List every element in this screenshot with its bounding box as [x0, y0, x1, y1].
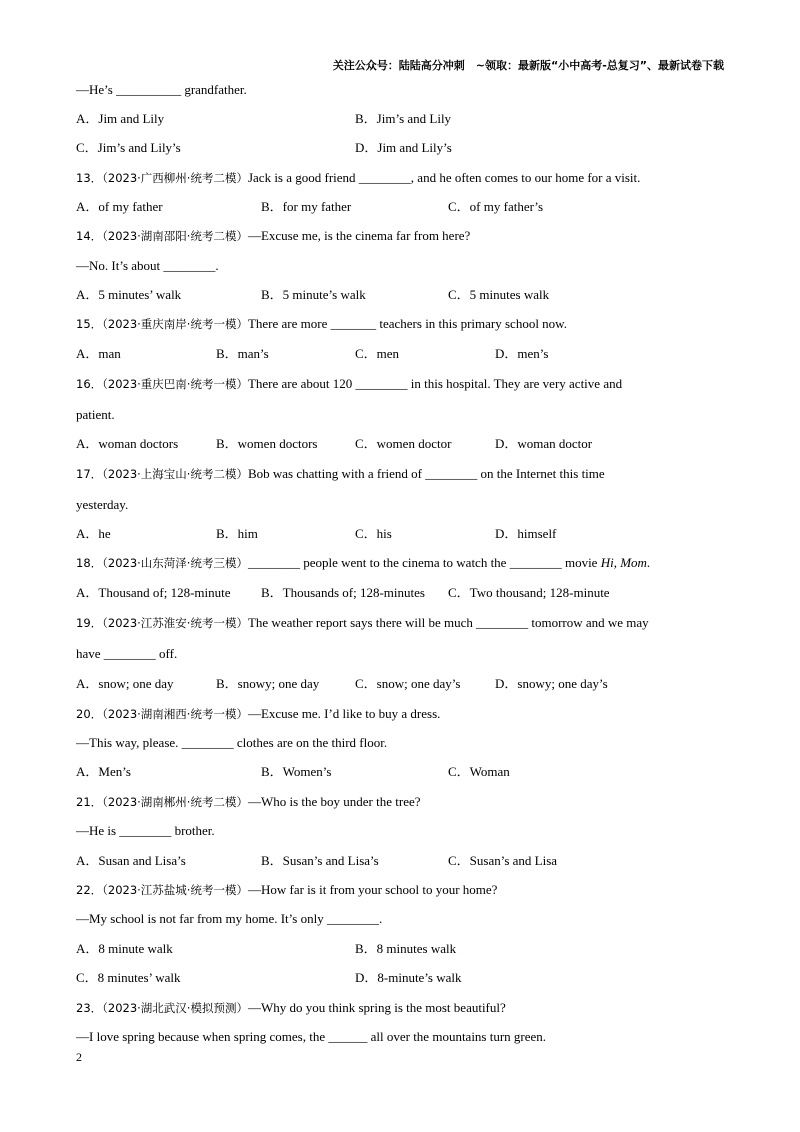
question-text: yesterday.: [76, 497, 129, 512]
question-text: have ________ off.: [76, 646, 178, 661]
question-source: 14．（2023·湖南邵阳·统考二模）: [76, 229, 248, 243]
question-text: —No. It’s about ________.: [76, 258, 219, 273]
answer-option: A．of my father: [76, 199, 163, 214]
question-text: Jack is a good friend ________, and he often comes to our home for a visit.: [247, 170, 641, 185]
question-stem: [76, 466, 605, 482]
question-text-end: .: [646, 555, 651, 570]
answer-option: B．Thousands of; 128-minutes: [261, 585, 425, 600]
question-stem: [76, 706, 440, 722]
question-source: 21．（2023·湖南郴州·统考二模）: [76, 795, 248, 809]
question-text: —He’s __________ grandfather.: [76, 82, 247, 97]
question-line: [76, 258, 219, 274]
question-source: 18．（2023·山东菏泽·统考三模）: [76, 556, 248, 570]
question-text: —Why do you think spring is the most beautiful?: [247, 1000, 506, 1015]
answer-option: A．he: [76, 526, 111, 541]
question-text: The weather report says there will be much ________ tomorrow and we may: [247, 615, 649, 630]
question-text: There are more _______ teachers in this primary school now.: [247, 316, 567, 331]
answer-option: B．8 minutes walk: [355, 941, 457, 956]
question-stem: [76, 1000, 506, 1016]
answer-option: D．8-minute’s walk: [355, 970, 462, 985]
answer-option: A．8 minute walk: [76, 941, 173, 956]
question-text: —He is ________ brother.: [76, 823, 215, 838]
answer-option: D．snowy; one day’s: [495, 676, 608, 691]
question-text: —Excuse me. I’d like to buy a dress.: [247, 706, 441, 721]
answer-option: D．himself: [495, 526, 557, 541]
question-stem: [76, 882, 497, 898]
question-source: 17．（2023·上海宝山·统考二模）: [76, 467, 248, 481]
answer-option: C．snow; one day’s: [355, 676, 461, 691]
answer-option: A．Jim and Lily: [76, 111, 165, 126]
answer-option: D．men’s: [495, 346, 549, 361]
question-line: [76, 407, 115, 423]
question-line: [76, 823, 215, 839]
question-line: [76, 646, 177, 662]
question-line: [76, 1029, 546, 1045]
question-stem: [76, 615, 649, 631]
answer-option: D．woman doctor: [495, 436, 593, 451]
page-header: 关注公众号：陆陆高分冲刺 ~领取：最新版“小中高考-总复习”、最新试卷下载: [332, 59, 724, 72]
answer-option: C．his: [355, 526, 392, 541]
answer-option: B．Susan’s and Lisa’s: [261, 853, 379, 868]
question-text: —Who is the boy under the tree?: [247, 794, 421, 809]
answer-option: A．Men’s: [76, 764, 131, 779]
answer-option: C．Jim’s and Lily’s: [76, 140, 181, 155]
answer-option: C．8 minutes’ walk: [76, 970, 181, 985]
question-stem: [76, 555, 650, 571]
page-number: 2: [76, 1050, 82, 1064]
question-source: 13．（2023·广西柳州·统考二模）: [76, 171, 248, 185]
question-stem: [76, 376, 622, 392]
question-source: 15．（2023·重庆南岸·统考一模）: [76, 317, 248, 331]
answer-option: B．snowy; one day: [216, 676, 320, 691]
question-text: —I love spring because when spring comes, the ______ all over the mountains turn green.: [76, 1029, 547, 1044]
movie-title: Hi, Mom: [600, 555, 647, 570]
question-text: —How far is it from your school to your home?: [247, 882, 498, 897]
answer-option: A．man: [76, 346, 121, 361]
question-text: There are about 120 ________ in this hospital. They are very active and: [247, 376, 623, 391]
question-source: 22．（2023·江苏盐城·统考一模）: [76, 883, 248, 897]
answer-option: B．for my father: [261, 199, 352, 214]
question-line: [76, 82, 247, 98]
answer-option: A．Thousand of; 128-minute: [76, 585, 231, 600]
question-line: [76, 735, 387, 751]
answer-option: A．Susan and Lisa’s: [76, 853, 186, 868]
answer-option: A．snow; one day: [76, 676, 174, 691]
answer-option: B．5 minute’s walk: [261, 287, 366, 302]
question-stem: [76, 228, 470, 244]
question-source: 20．（2023·湖南湘西·统考一模）: [76, 707, 248, 721]
answer-option: B．Women’s: [261, 764, 332, 779]
answer-option: B．women doctors: [216, 436, 318, 451]
question-text: —Excuse me, is the cinema far from here?: [247, 228, 471, 243]
question-text: —This way, please. ________ clothes are on the third floor.: [76, 735, 388, 750]
answer-option: B．man’s: [216, 346, 269, 361]
question-line: [76, 911, 382, 927]
question-stem: [76, 170, 640, 186]
question-text: patient.: [76, 407, 115, 422]
answer-option: A．5 minutes’ walk: [76, 287, 182, 302]
answer-option: C．men: [355, 346, 400, 361]
answer-option: A．woman doctors: [76, 436, 179, 451]
answer-option: D．Jim and Lily’s: [355, 140, 452, 155]
question-text: —My school is not far from my home. It’s only ________.: [76, 911, 383, 926]
question-source: 19．（2023·江苏淮安·统考一模）: [76, 616, 248, 630]
question-text: ________ people went to the cinema to watch the ________ movie: [247, 555, 601, 570]
question-stem: [76, 794, 421, 810]
question-text: Bob was chatting with a friend of ________ on the Internet this time: [247, 466, 605, 481]
answer-option: C．5 minutes walk: [448, 287, 550, 302]
question-source: 16．（2023·重庆巴南·统考一模）: [76, 377, 248, 391]
answer-option: C．women doctor: [355, 436, 452, 451]
answer-option: C．Woman: [448, 764, 510, 779]
answer-option: B．Jim’s and Lily: [355, 111, 452, 126]
answer-option: C．Two thousand; 128-minute: [448, 585, 610, 600]
answer-option: C．of my father’s: [448, 199, 544, 214]
question-stem: [76, 316, 567, 332]
question-line: [76, 497, 128, 513]
answer-option: B．him: [216, 526, 258, 541]
answer-option: C．Susan’s and Lisa: [448, 853, 558, 868]
question-source: 23．（2023·湖北武汉·模拟预测）: [76, 1001, 248, 1015]
